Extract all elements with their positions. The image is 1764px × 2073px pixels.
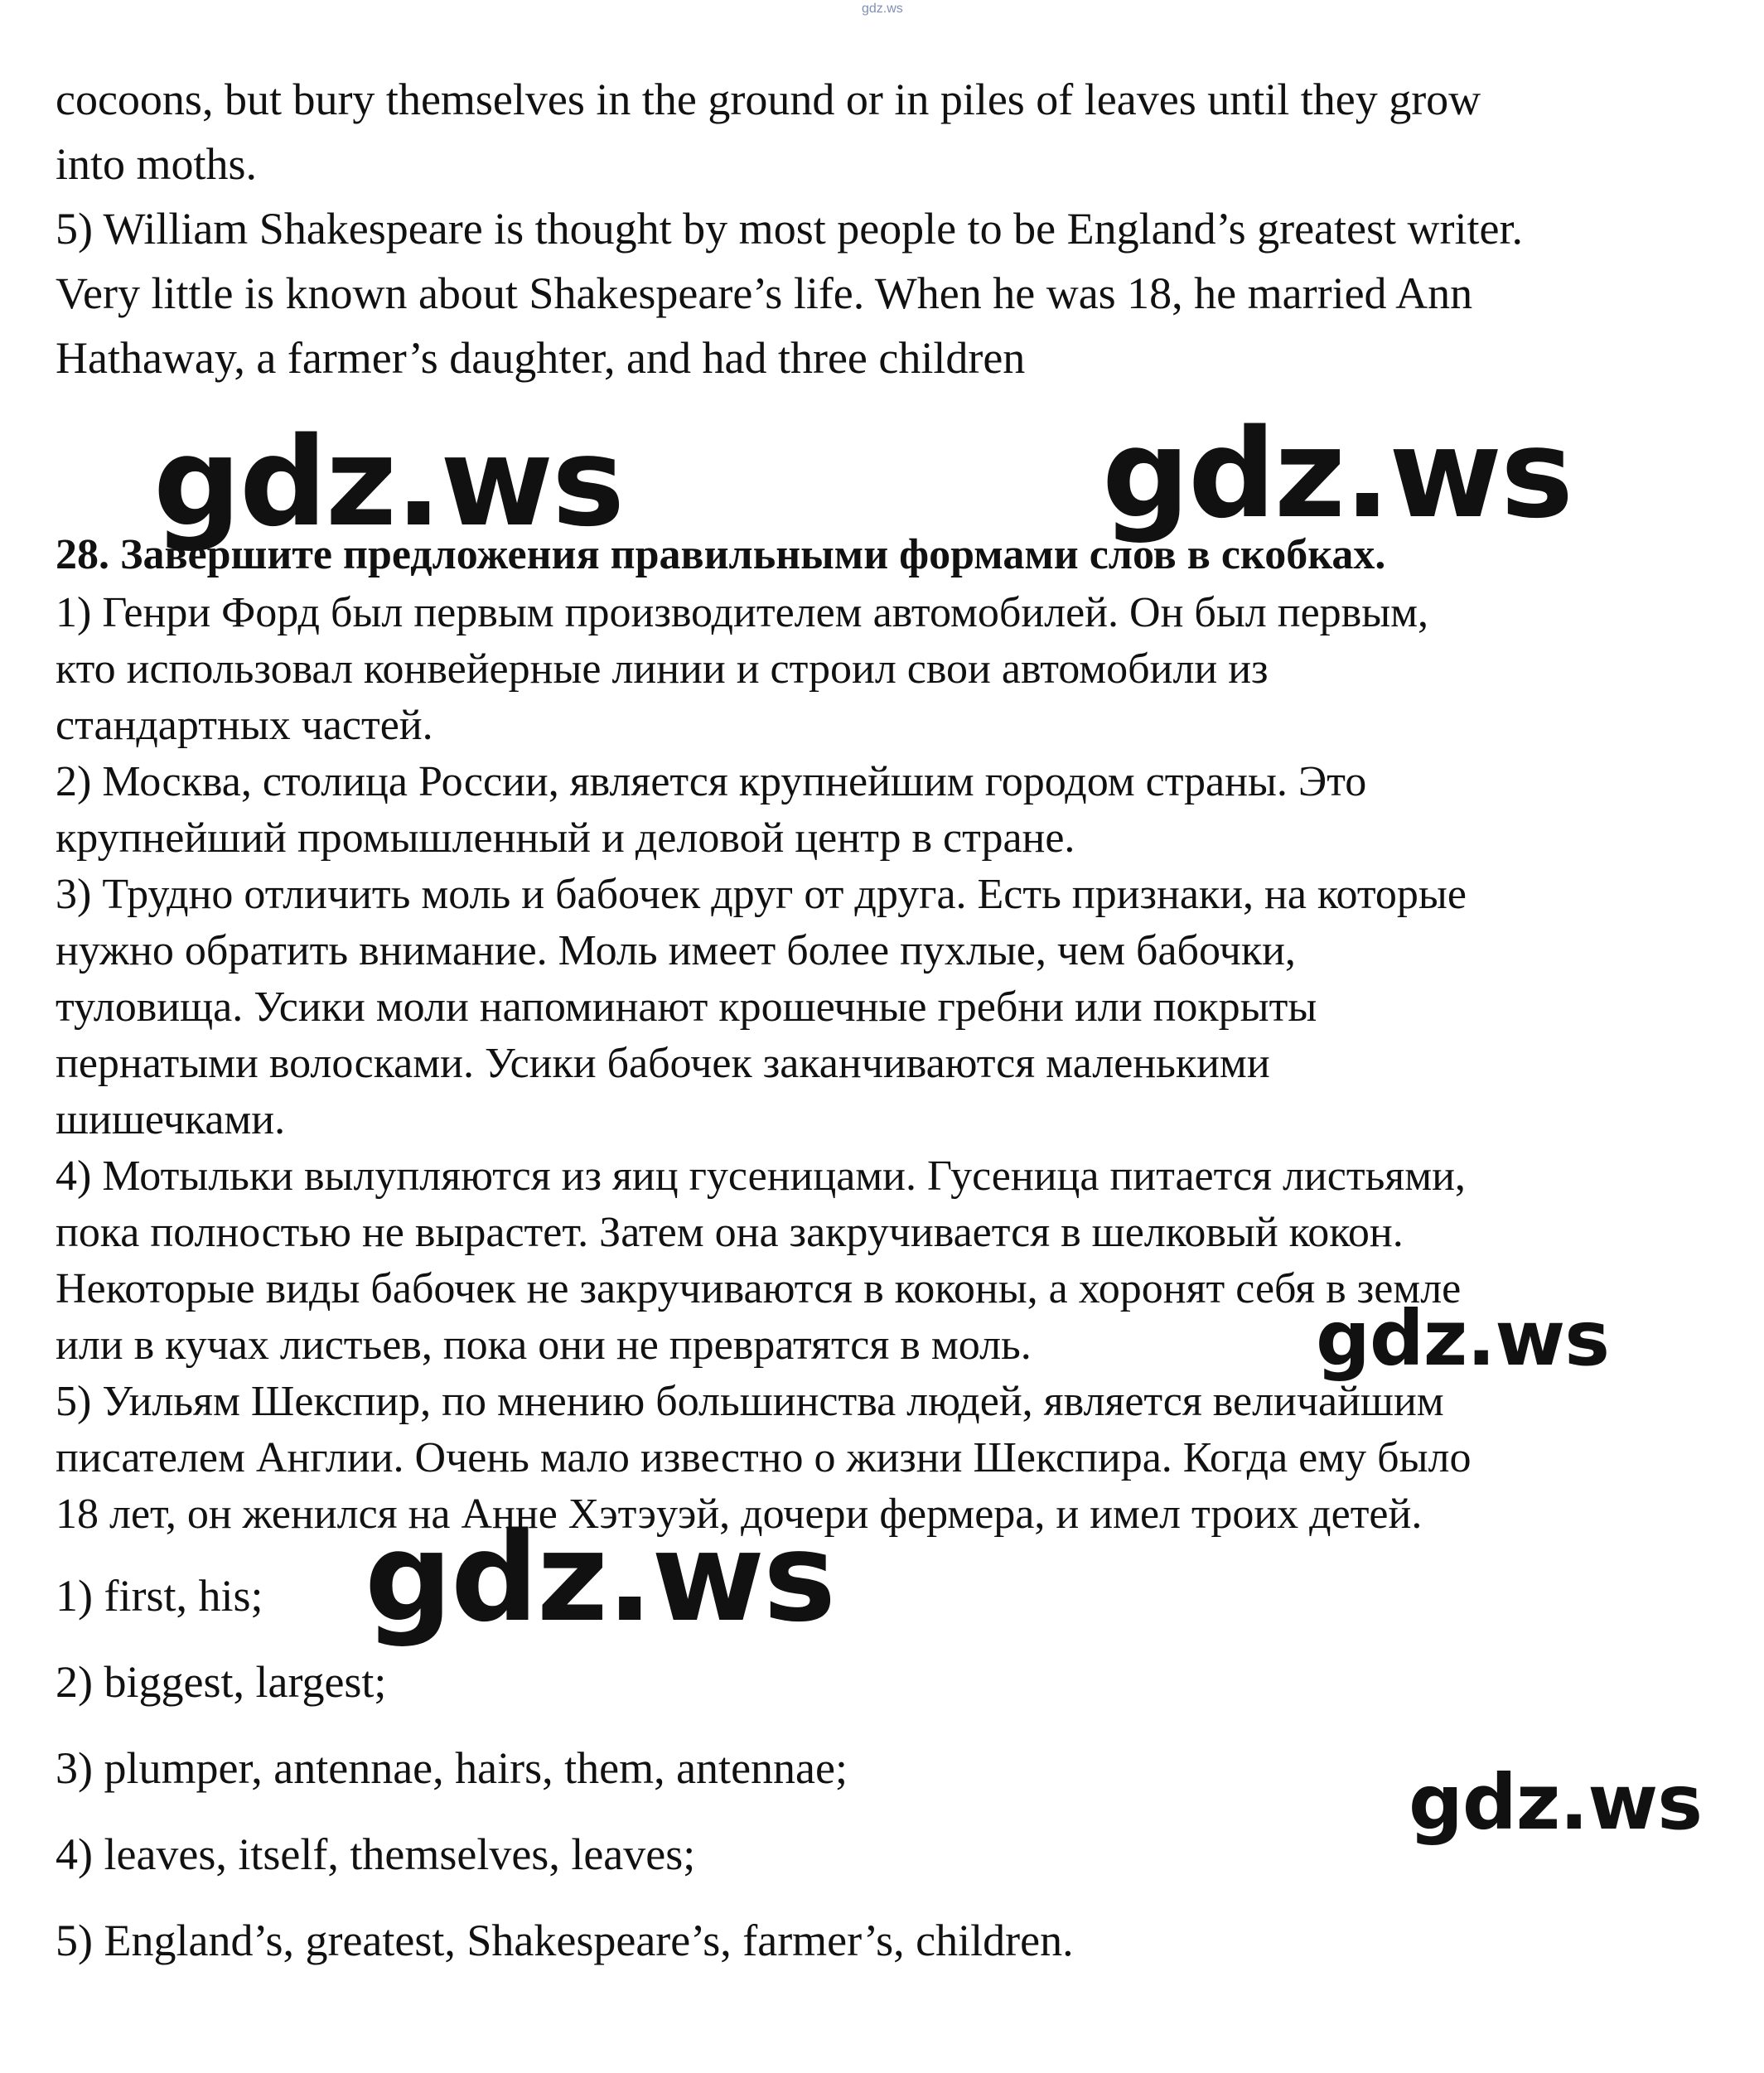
watermark: gdz.ws <box>1409 1758 1702 1847</box>
translation-line: 18 лет, он женился на Анне Хэтэуэй, дочери фермера, и имел троих детей. <box>56 1491 1423 1538</box>
translation-line: 1) Генри Форд был первым производителем автомобилей. Он был первым, <box>56 589 1429 636</box>
translation-line: или в кучах листьев, пока они не превратятся в моль. <box>56 1322 1032 1369</box>
english-line-5: Hathaway, a farmer’s daughter, and had three children <box>56 333 1026 383</box>
answer-line: 5) England’s, greatest, Shakespeare’s, farmer’s, children. <box>56 1916 1074 1965</box>
answer-line: 2) biggest, largest; <box>56 1657 387 1707</box>
translation-line: 3) Трудно отличить моль и бабочек друг от друга. Есть признаки, на которые <box>56 871 1467 918</box>
site-mark[interactable]: gdz.ws <box>862 2 903 16</box>
watermark: gdz.ws <box>365 1506 835 1649</box>
translation-line: 2) Москва, столица России, является крупнейшим городом страны. Это <box>56 758 1367 805</box>
english-line-2: into moths. <box>56 139 258 189</box>
translation-line: стандартных частей. <box>56 702 433 749</box>
translation-line: 4) Мотыльки вылупляются из яиц гусеницами. Гусеница питается листьями, <box>56 1152 1466 1200</box>
watermark: gdz.ws <box>1316 1294 1609 1383</box>
watermark: gdz.ws <box>153 411 624 553</box>
translation-line: крупнейший промышленный и деловой центр в стране. <box>56 814 1075 862</box>
exercise-heading: 28. Завершите предложения правильными формами слов в скобках. <box>56 531 1386 578</box>
english-line-1: cocoons, but bury themselves in the ground or in piles of leaves until they grow <box>56 75 1481 124</box>
translation-line: писателем Англии. Очень мало известно о жизни Шекспира. Когда ему было <box>56 1434 1472 1481</box>
translation-line: пока полностью не вырастет. Затем она закручивается в шелковый кокон. <box>56 1209 1404 1256</box>
translation-line: Некоторые виды бабочек не закручиваются в коконы, а хоронят себя в земле <box>56 1265 1462 1312</box>
translation-line: шишечками. <box>56 1096 286 1143</box>
answer-line: 3) plumper, antennae, hairs, them, antennae; <box>56 1743 848 1793</box>
translation-line: нужно обратить внимание. Моль имеет более пухлые, чем бабочки, <box>56 927 1296 974</box>
translation-line: пернатыми волосками. Усики бабочек заканчиваются маленькими <box>56 1040 1270 1087</box>
english-line-4: Very little is known about Shakespeare’s life. When he was 18, he married Ann <box>56 268 1473 318</box>
watermark: gdz.ws <box>1102 403 1573 545</box>
answer-line: 1) first, his; <box>56 1571 263 1621</box>
translation-line: кто использовал конвейерные линии и строил свои автомобили из <box>56 645 1269 693</box>
answer-line: 4) leaves, itself, themselves, leaves; <box>56 1829 696 1879</box>
translation-line: туловища. Усики моли напоминают крошечные гребни или покрыты <box>56 983 1317 1031</box>
translation-line: 5) Уильям Шекспир, по мнению большинства людей, является величайшим <box>56 1378 1444 1425</box>
english-line-3: 5) William Shakespeare is thought by most people to be England’s greatest writer. <box>56 204 1523 254</box>
